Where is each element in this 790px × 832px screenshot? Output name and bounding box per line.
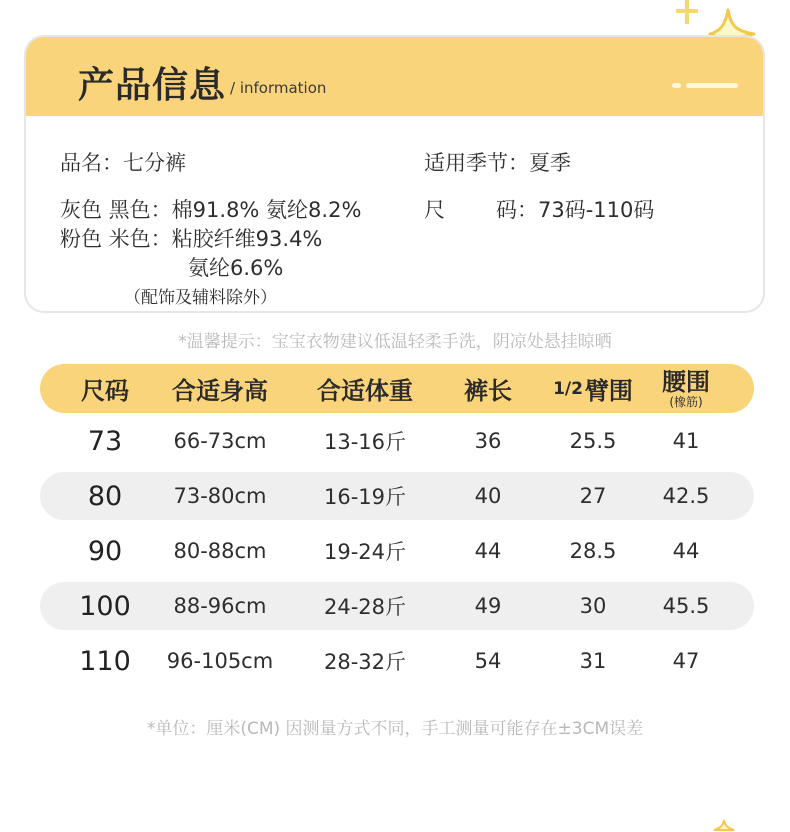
cell-waist: 47 <box>672 649 700 673</box>
header-arm-label: 臂围 <box>584 377 633 405</box>
cell-length: 36 <box>474 429 502 453</box>
cell-size: 73 <box>87 425 123 457</box>
table-row <box>40 582 754 630</box>
header-arm <box>540 364 646 413</box>
material-pink-beige: 粉色 米色：粘胶纤维93.4% <box>60 227 323 251</box>
cell-arm: 31 <box>579 649 607 673</box>
cell-waist: 45.5 <box>662 594 710 618</box>
cell-weight: 16-19斤 <box>323 485 407 509</box>
product-name: 品名：七分裤 <box>60 151 186 175</box>
cell-height: 88-96cm <box>173 594 267 618</box>
table-row <box>40 637 754 685</box>
size-range-label: 尺 <box>424 198 445 222</box>
page-title: 产品信息 <box>78 65 227 106</box>
material-exclusion-note: （配饰及辅料除外） <box>124 288 277 308</box>
header-waist-label: 腰围 <box>662 367 710 396</box>
header-arm-prefix: 1/2 <box>553 378 583 399</box>
cell-weight: 19-24斤 <box>323 540 407 564</box>
cell-arm: 27 <box>579 484 607 508</box>
cell-arm: 30 <box>579 594 607 618</box>
cell-length: 40 <box>474 484 502 508</box>
header-waist <box>638 364 734 413</box>
cell-weight: 28-32斤 <box>323 650 407 674</box>
header-weight: 合适体重 <box>317 377 413 405</box>
cell-waist: 44 <box>672 539 700 563</box>
table-row <box>40 527 754 575</box>
cell-waist: 42.5 <box>662 484 710 508</box>
cell-length: 54 <box>474 649 502 673</box>
cell-arm: 25.5 <box>569 429 617 453</box>
cell-height: 96-105cm <box>166 649 274 673</box>
header-waist-note: (橡筋) <box>669 394 703 409</box>
cell-size: 80 <box>87 480 123 512</box>
material-gray-black: 灰色 黑色：棉91.8% 氨纶8.2% <box>60 198 362 222</box>
cell-size: 110 <box>79 645 131 677</box>
header-length: 裤长 <box>464 377 512 405</box>
cell-size: 90 <box>87 535 123 567</box>
header-height: 合适身高 <box>172 377 268 405</box>
page-subtitle: / information <box>230 79 327 97</box>
cell-height: 66-73cm <box>173 429 267 453</box>
cell-length: 49 <box>474 594 502 618</box>
size-range: 码：73码-110码 <box>496 198 655 222</box>
cell-arm: 28.5 <box>569 539 617 563</box>
header-dot-decor <box>672 83 681 88</box>
cell-waist: 41 <box>672 429 700 453</box>
season: 适用季节：夏季 <box>424 151 571 175</box>
cell-length: 44 <box>474 539 502 563</box>
cell-weight: 13-16斤 <box>323 430 407 454</box>
cell-height: 80-88cm <box>173 539 267 563</box>
table-row <box>40 417 754 465</box>
header-size: 尺码 <box>81 377 129 405</box>
table-row <box>40 472 754 520</box>
product-info-card <box>24 35 765 313</box>
header-line-decor <box>686 83 738 88</box>
material-pink-beige-cont: 氨纶6.6% <box>188 256 284 280</box>
cell-weight: 24-28斤 <box>323 595 407 619</box>
cell-size: 100 <box>79 590 131 622</box>
cell-height: 73-80cm <box>173 484 267 508</box>
info-header <box>26 37 763 116</box>
measurement-note: *单位：厘米(CM) 因测量方式不同，手工测量可能存在±3CM误差 <box>146 719 644 739</box>
care-tip: *温馨提示：宝宝衣物建议低温轻柔手洗，阴凉处悬挂晾晒 <box>178 332 612 352</box>
table-header <box>40 364 754 413</box>
sparkle-icon <box>676 0 698 24</box>
